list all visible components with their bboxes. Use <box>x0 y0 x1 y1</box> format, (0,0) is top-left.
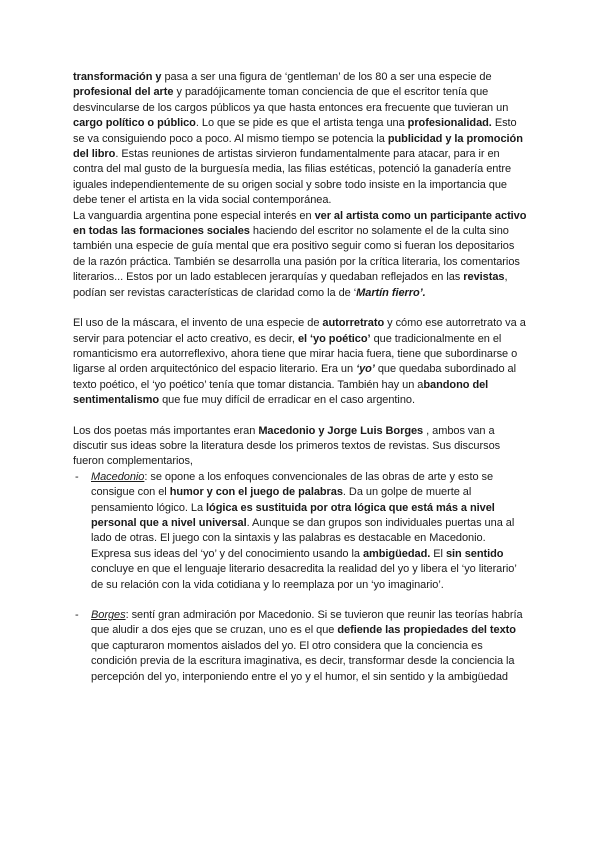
text-run: que capturaron momentos aislados del yo. El otro considera que la conciencia es condición previa de la escritura imaginativa, es decir, transformar desde la conciencia la percepción del yo, interponiendo entre el yo y el humor, el sin sentido y la ambigüedad <box>91 639 515 683</box>
paragraph-profesionalidad <box>73 70 528 209</box>
text-run: La vanguardia argentina pone especial interés en <box>73 209 315 222</box>
text-run: . Lo que se pide es que el artista tenga una <box>195 117 408 130</box>
list-item-borges <box>73 608 528 685</box>
text-run: Esto se va consiguiendo poco a poco. Al mismo tiempo se potencia la <box>73 117 517 145</box>
bold-run: revistas <box>463 271 505 284</box>
paragraph-poetas <box>73 424 528 470</box>
text-run: y paradójicamente toman conciencia de que el escritor tenía que desvincularse de los cargos públicos ya que hasta entonces era frecuente que tuvieran un <box>73 86 509 114</box>
bold-run: profesional del arte <box>73 86 174 99</box>
text-run: : sentí gran admiración por Macedonio. Si se tuvieron que reunir las teorías habría que aludir a dos ejes que se cruzan, uno es el que <box>91 609 523 637</box>
bold-run: cargo político o público <box>73 117 196 130</box>
bold-run: transformación y <box>73 71 162 83</box>
bold-run: el ‘yo poético’ <box>297 332 371 345</box>
borges-text <box>91 608 528 685</box>
list-dash: - <box>75 470 79 483</box>
bold-run: profesionalidad. <box>407 117 492 130</box>
text-run: y cómo ese autorretrato va a servir para potenciar el acto creativo, es decir, <box>73 317 526 345</box>
text-run: . Estas reuniones de artistas sirvieron fundamentalmente para atacar, para ir en contra del mal gusto de la burguesía media, las filias estéticas, potenció la ganadería entre iguales independientemente de su origen social y sobre todo insiste en la importancia que debe tener el artista en la vida social contemporánea. <box>73 148 512 207</box>
bold-run: Macedonio y Jorge Luis Borges <box>258 424 424 437</box>
underlined-term: Macedonio <box>91 470 145 483</box>
bold-run: sin sentido <box>445 547 504 560</box>
text-run: que tradicionalmente en el romanticismo era autorreflexivo, ahora tiene que mirar hacia fuera, tiene que subordinarse o ligarse al orden arquitectónico del espacio literario. Era un <box>73 332 518 376</box>
bold-run: bandono del sentimentalismo <box>73 378 489 407</box>
text-run: Los dos poetas más importantes eran <box>73 424 259 437</box>
underlined-term: Borges <box>91 609 126 621</box>
text-run: que fue muy difícil de erradicar en el caso argentino. <box>159 394 415 407</box>
paragraph-vanguardia <box>73 209 528 301</box>
text-run: haciendo del escritor no solamente el de la culta sino también una especie de guía mental que era positivo seguir como si fueran los depositarios de la razón práctica. También se desarrolla una pasión por la crítica literaria, los comentarios literarios... Estos por un lado establecen jerarquías y quedaban reflejados en las <box>73 225 520 284</box>
text-run: . Da un golpe de muerte al pensamiento lógico. La <box>91 486 472 514</box>
paragraph-mascara <box>73 316 528 408</box>
text-run: El uso de la máscara, el invento de una especie de <box>73 317 323 330</box>
bold-run: autorretrato <box>322 317 385 330</box>
list-dash: - <box>75 609 79 621</box>
text-run: . Aunque se dan grupos son individuales puertas una al lado de otras. El juego con la sintaxis y las palabras es destacable en Macedonio. Expresa sus ideas del ‘yo’ y del conocimiento usando la <box>91 516 515 560</box>
text-run: El <box>430 547 446 560</box>
bold-italic-run: ‘yo’ <box>356 363 375 376</box>
document-page <box>73 70 528 685</box>
bold-run: ambigüedad. <box>362 547 431 560</box>
text-run: , ambos van a discutir sus ideas sobre la literatura desde los primeros textos de revistas. Sus discursos fueron complementarios, <box>73 424 501 468</box>
bold-run: defiende las propiedades del texto <box>337 624 516 637</box>
bold-run: ver al artista como un participante activo en todas las formaciones sociales <box>73 209 527 238</box>
bold-italic-run: Martín fierro’. <box>356 286 426 299</box>
bold-run: humor y con el juego de palabras <box>169 486 343 499</box>
text-run: pasa a ser una figura de ‘gentleman’ de los 80 a ser una especie de <box>161 71 492 83</box>
macedonio-text <box>91 470 528 593</box>
bold-run: publicidad y la promoción del libro <box>73 132 523 161</box>
bold-run: lógica es sustituida por otra lógica que está más a nivel personal que a nivel universal <box>91 501 495 529</box>
text-run: concluye en que el lenguaje literario desacredita la realidad del yo y libera el ‘yo literario’ de su relación con la vida cotidiana y lo reemplaza por un ‘yo imaginario’. <box>91 563 517 591</box>
text-run: , podían ser revistas características de claridad como la de ‘ <box>73 271 508 299</box>
text-run: : se opone a los enfoques convencionales de las obras de arte y esto se consigue con el <box>91 470 494 499</box>
list-item-macedonio <box>73 470 528 593</box>
text-run: que quedaba subordinado al texto poético, el ‘yo poético’ tenía que tomar distancia. También hay un a <box>73 363 516 391</box>
